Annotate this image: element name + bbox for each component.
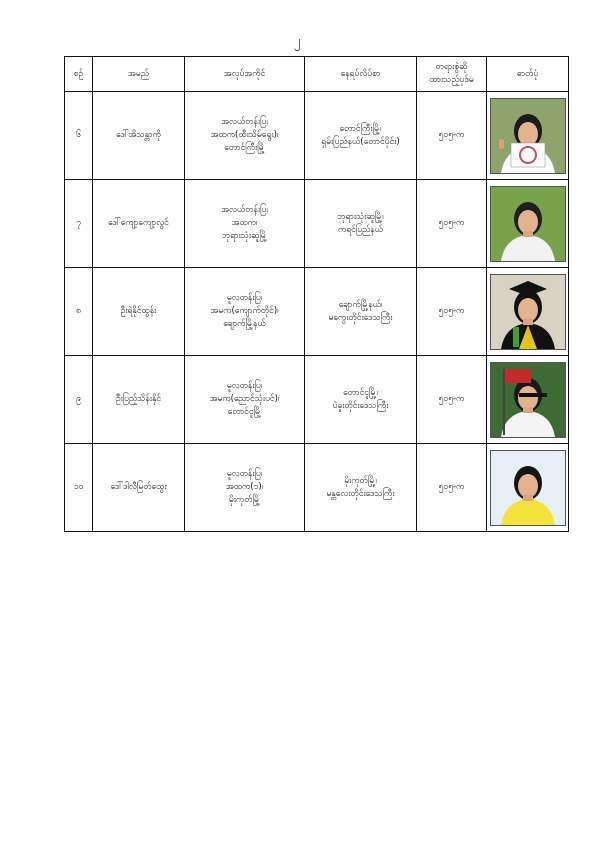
records-table xyxy=(64,56,569,532)
cell-no: ၇ xyxy=(65,180,93,268)
cell-case: ၅၀၅-က xyxy=(417,268,487,356)
cell-no: ၆ xyxy=(65,92,93,180)
cell-photo xyxy=(487,92,569,180)
header-no: စဉ် xyxy=(65,57,93,92)
cell-name: ဒေါ်ကျော့ကျော့လွင် xyxy=(93,180,185,268)
page-number: ၂ xyxy=(293,34,301,49)
table-body xyxy=(65,92,569,532)
portrait-photo xyxy=(490,274,566,350)
cell-photo xyxy=(487,356,569,444)
header-job: အလုပ်အကိုင် xyxy=(185,57,305,92)
header-case: တရားစွဲဆို ထားသည့်ပုဒ်မ xyxy=(417,57,487,92)
table-row xyxy=(65,180,569,268)
header-name: အမည် xyxy=(93,57,185,92)
portrait-photo xyxy=(490,450,566,526)
cell-no: ၉ xyxy=(65,356,93,444)
table-row xyxy=(65,92,569,180)
cell-address: ချောက်မြို့နယ်၊ မကွေးတိုင်းဒေသကြီး xyxy=(305,268,417,356)
cell-case: ၅၀၅-က xyxy=(417,444,487,532)
table-header-row xyxy=(65,57,569,92)
cell-photo xyxy=(487,268,569,356)
table-row xyxy=(65,268,569,356)
cell-name: ဦးပြည့်သိန်းနိုင် xyxy=(93,356,185,444)
table-row xyxy=(65,444,569,532)
cell-address: မိုးကုတ်မြို့၊ မန္တလေးတိုင်းဒေသကြီး xyxy=(305,444,417,532)
cell-case: ၅၀၅-က xyxy=(417,92,487,180)
cell-address: တောင်ငူမြို့၊ ပဲခူးတိုင်းဒေသကြီး xyxy=(305,356,417,444)
cell-no: ၈ xyxy=(65,268,93,356)
cell-address: တောင်ကြီးမြို့၊ ရှမ်းပြည်နယ်(တောင်ပိုင်း) xyxy=(305,92,417,180)
cell-name: ဒေါ်ဒါလီမြတ်ထွေး xyxy=(93,444,185,532)
header-address: နေရပ်လိပ်စာ xyxy=(305,57,417,92)
cell-job: မူလတန်းပြ၊ အမက(ညောင်သုံးပင်)၊ တောင်ငူမြို့ xyxy=(185,356,305,444)
cell-no: ၁၀ xyxy=(65,444,93,532)
portrait-photo xyxy=(490,362,566,438)
portrait-photo xyxy=(490,98,566,174)
cell-job: မူလတန်းပြ၊ အမက(ကျောက်တိုင်)၊ ချောက်မြို့နယ် xyxy=(185,268,305,356)
cell-photo xyxy=(487,180,569,268)
cell-address: ဘုရားသုံးဆူမြို့၊ ကရင်ပြည်နယ် xyxy=(305,180,417,268)
portrait-photo xyxy=(490,186,566,262)
cell-name: ဦးရဲနိုင်ထွန်း xyxy=(93,268,185,356)
cell-name: ဒေါ်အိသန္တာကို xyxy=(93,92,185,180)
cell-job: အလယ်တန်းပြ၊ အထက(ထီးသိမ်ရွေး)၊ တောင်ကြီးမြို့ xyxy=(185,92,305,180)
header-photo: ဓာတ်ပုံ xyxy=(487,57,569,92)
cell-case: ၅၀၅-က xyxy=(417,356,487,444)
cell-photo xyxy=(487,444,569,532)
table-row xyxy=(65,356,569,444)
cell-case: ၅၀၅-က xyxy=(417,180,487,268)
cell-job: မူလတန်းပြ၊ အထက(၁)၊ မိုးကုတ်မြို့ xyxy=(185,444,305,532)
cell-job: အလယ်တန်းပြ၊ အထက၊ ဘုရားသုံးဆူမြို့ xyxy=(185,180,305,268)
